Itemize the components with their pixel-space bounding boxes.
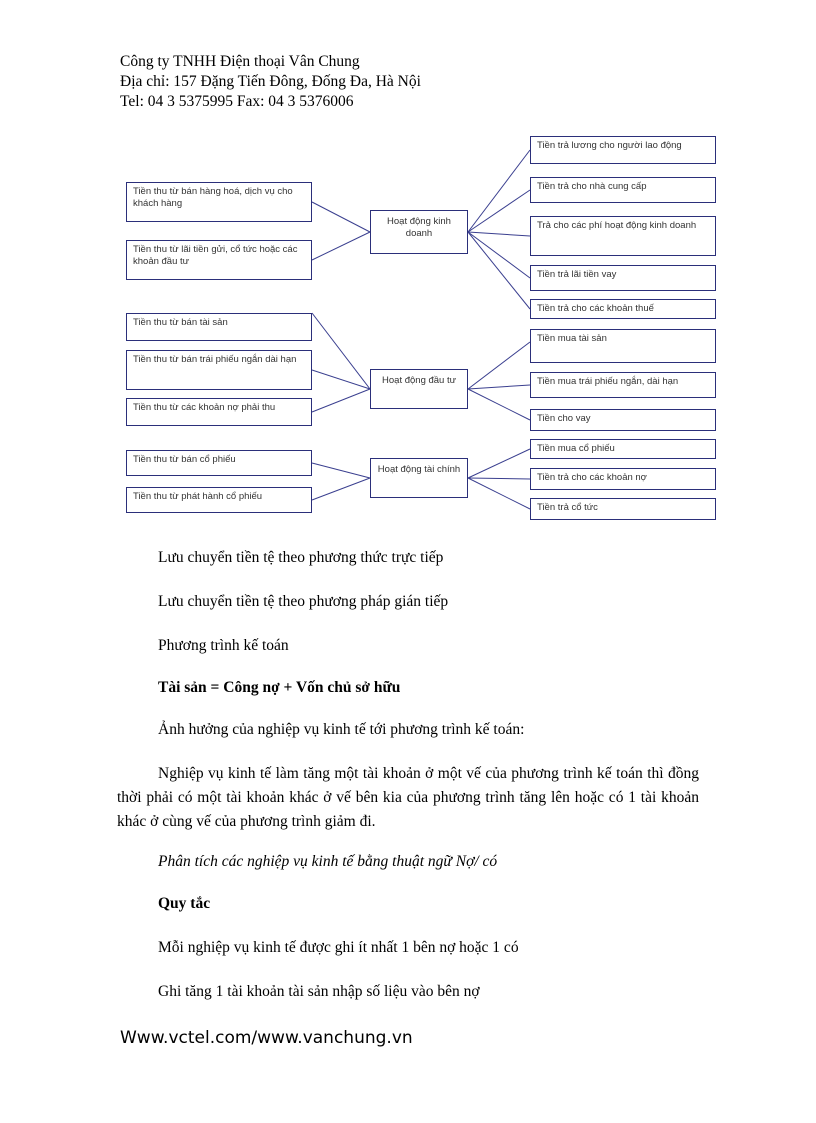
paragraph-direct-method: Lưu chuyển tiền tệ theo phương thức trực tiếp — [158, 549, 444, 566]
paragraph-rule-1: Mỗi nghiệp vụ kinh tế được ghi ít nhất 1 bên nợ hoặc 1 có — [158, 939, 519, 956]
right-box-financing-1: Tiền mua cổ phiếu — [530, 439, 716, 459]
connector-line — [312, 313, 370, 389]
connector-line — [468, 449, 530, 478]
paragraph-debit-credit-analysis: Phân tích các nghiệp vụ kinh tế bằng thuật ngữ Nợ/ có — [158, 853, 498, 870]
right-box-investing-1: Tiền mua tài sản — [530, 329, 716, 363]
paragraph-accounting-equation: Phương trình kế toán — [158, 637, 289, 654]
paragraph-impact: Ảnh hưởng của nghiệp vụ kinh tế tới phương trình kế toán: — [158, 721, 525, 738]
connector-line — [312, 202, 370, 232]
right-box-investing-2: Tiền mua trái phiếu ngắn, dài hạn — [530, 372, 716, 398]
connector-line — [468, 150, 530, 232]
left-box-investing-1: Tiền thu từ bán tài sản — [126, 313, 312, 341]
company-name: Công ty TNHH Điện thoại Vân Chung — [120, 53, 360, 70]
connector-line — [312, 463, 370, 478]
cash-flow-diagram — [118, 132, 728, 528]
right-box-operating-1: Tiền trả lương cho người lao động — [530, 136, 716, 164]
left-box-financing-1: Tiền thu từ bán cổ phiếu — [126, 450, 312, 476]
connector-line — [468, 385, 530, 389]
paragraph-explanation: Nghiệp vụ kinh tế làm tăng một tài khoản ở một vế của phương trình kế toán thì đồng thời phải có một tài khoản khác ở vế bên kia của phương trình tăng lên hoặc có 1 tài khoản khác ở cùng vế của phương trình giảm đi. — [117, 765, 699, 830]
document-header — [120, 52, 421, 112]
connector-line — [468, 232, 530, 236]
connector-line — [312, 478, 370, 500]
right-box-investing-3: Tiền cho vay — [530, 409, 716, 431]
right-box-financing-3: Tiền trả cổ tức — [530, 498, 716, 520]
connector-line — [468, 389, 530, 420]
right-box-operating-4: Tiền trả lãi tiền vay — [530, 265, 716, 291]
right-box-operating-2: Tiền trả cho nhà cung cấp — [530, 177, 716, 203]
connector-line — [312, 232, 370, 260]
left-box-investing-2: Tiền thu từ bán trái phiếu ngắn dài hạn — [126, 350, 312, 390]
equation-heading: Tài sản = Công nợ + Vốn chủ sở hữu — [158, 679, 401, 696]
paragraph-rule-2: Ghi tăng 1 tài khoản tài sản nhập số liệu vào bên nợ — [158, 983, 480, 1000]
footer-website: Www.vctel.com/www.vanchung.vn — [120, 1028, 413, 1048]
center-box-financing: Hoạt động tài chính — [370, 458, 468, 498]
connector-line — [468, 342, 530, 389]
left-box-operating-1: Tiền thu từ bán hàng hoá, dịch vụ cho khách hàng — [126, 182, 312, 222]
left-box-financing-2: Tiền thu từ phát hành cổ phiếu — [126, 487, 312, 513]
center-box-investing: Hoạt động đầu tư — [370, 369, 468, 409]
connector-line — [468, 478, 530, 479]
left-box-investing-3: Tiền thu từ các khoản nợ phải thu — [126, 398, 312, 426]
connector-line — [468, 190, 530, 232]
connector-line — [468, 478, 530, 509]
rules-heading: Quy tắc — [158, 895, 211, 912]
connector-line — [312, 389, 370, 412]
right-box-operating-3: Trả cho các phí hoạt động kinh doanh — [530, 216, 716, 256]
right-box-financing-2: Tiền trả cho các khoản nợ — [530, 468, 716, 490]
connector-line — [312, 370, 370, 389]
company-contact: Tel: 04 3 5375995 Fax: 04 3 5376006 — [120, 93, 354, 110]
right-box-operating-5: Tiền trả cho các khoản thuế — [530, 299, 716, 319]
left-box-operating-2: Tiền thu từ lãi tiền gửi, cổ tức hoặc các khoản đầu tư — [126, 240, 312, 280]
paragraph-indirect-method: Lưu chuyển tiền tệ theo phương pháp gián tiếp — [158, 593, 449, 610]
company-address: Địa chỉ: 157 Đặng Tiến Đông, Đống Đa, Hà Nội — [120, 73, 421, 90]
center-box-operating: Hoạt động kinh doanh — [370, 210, 468, 254]
